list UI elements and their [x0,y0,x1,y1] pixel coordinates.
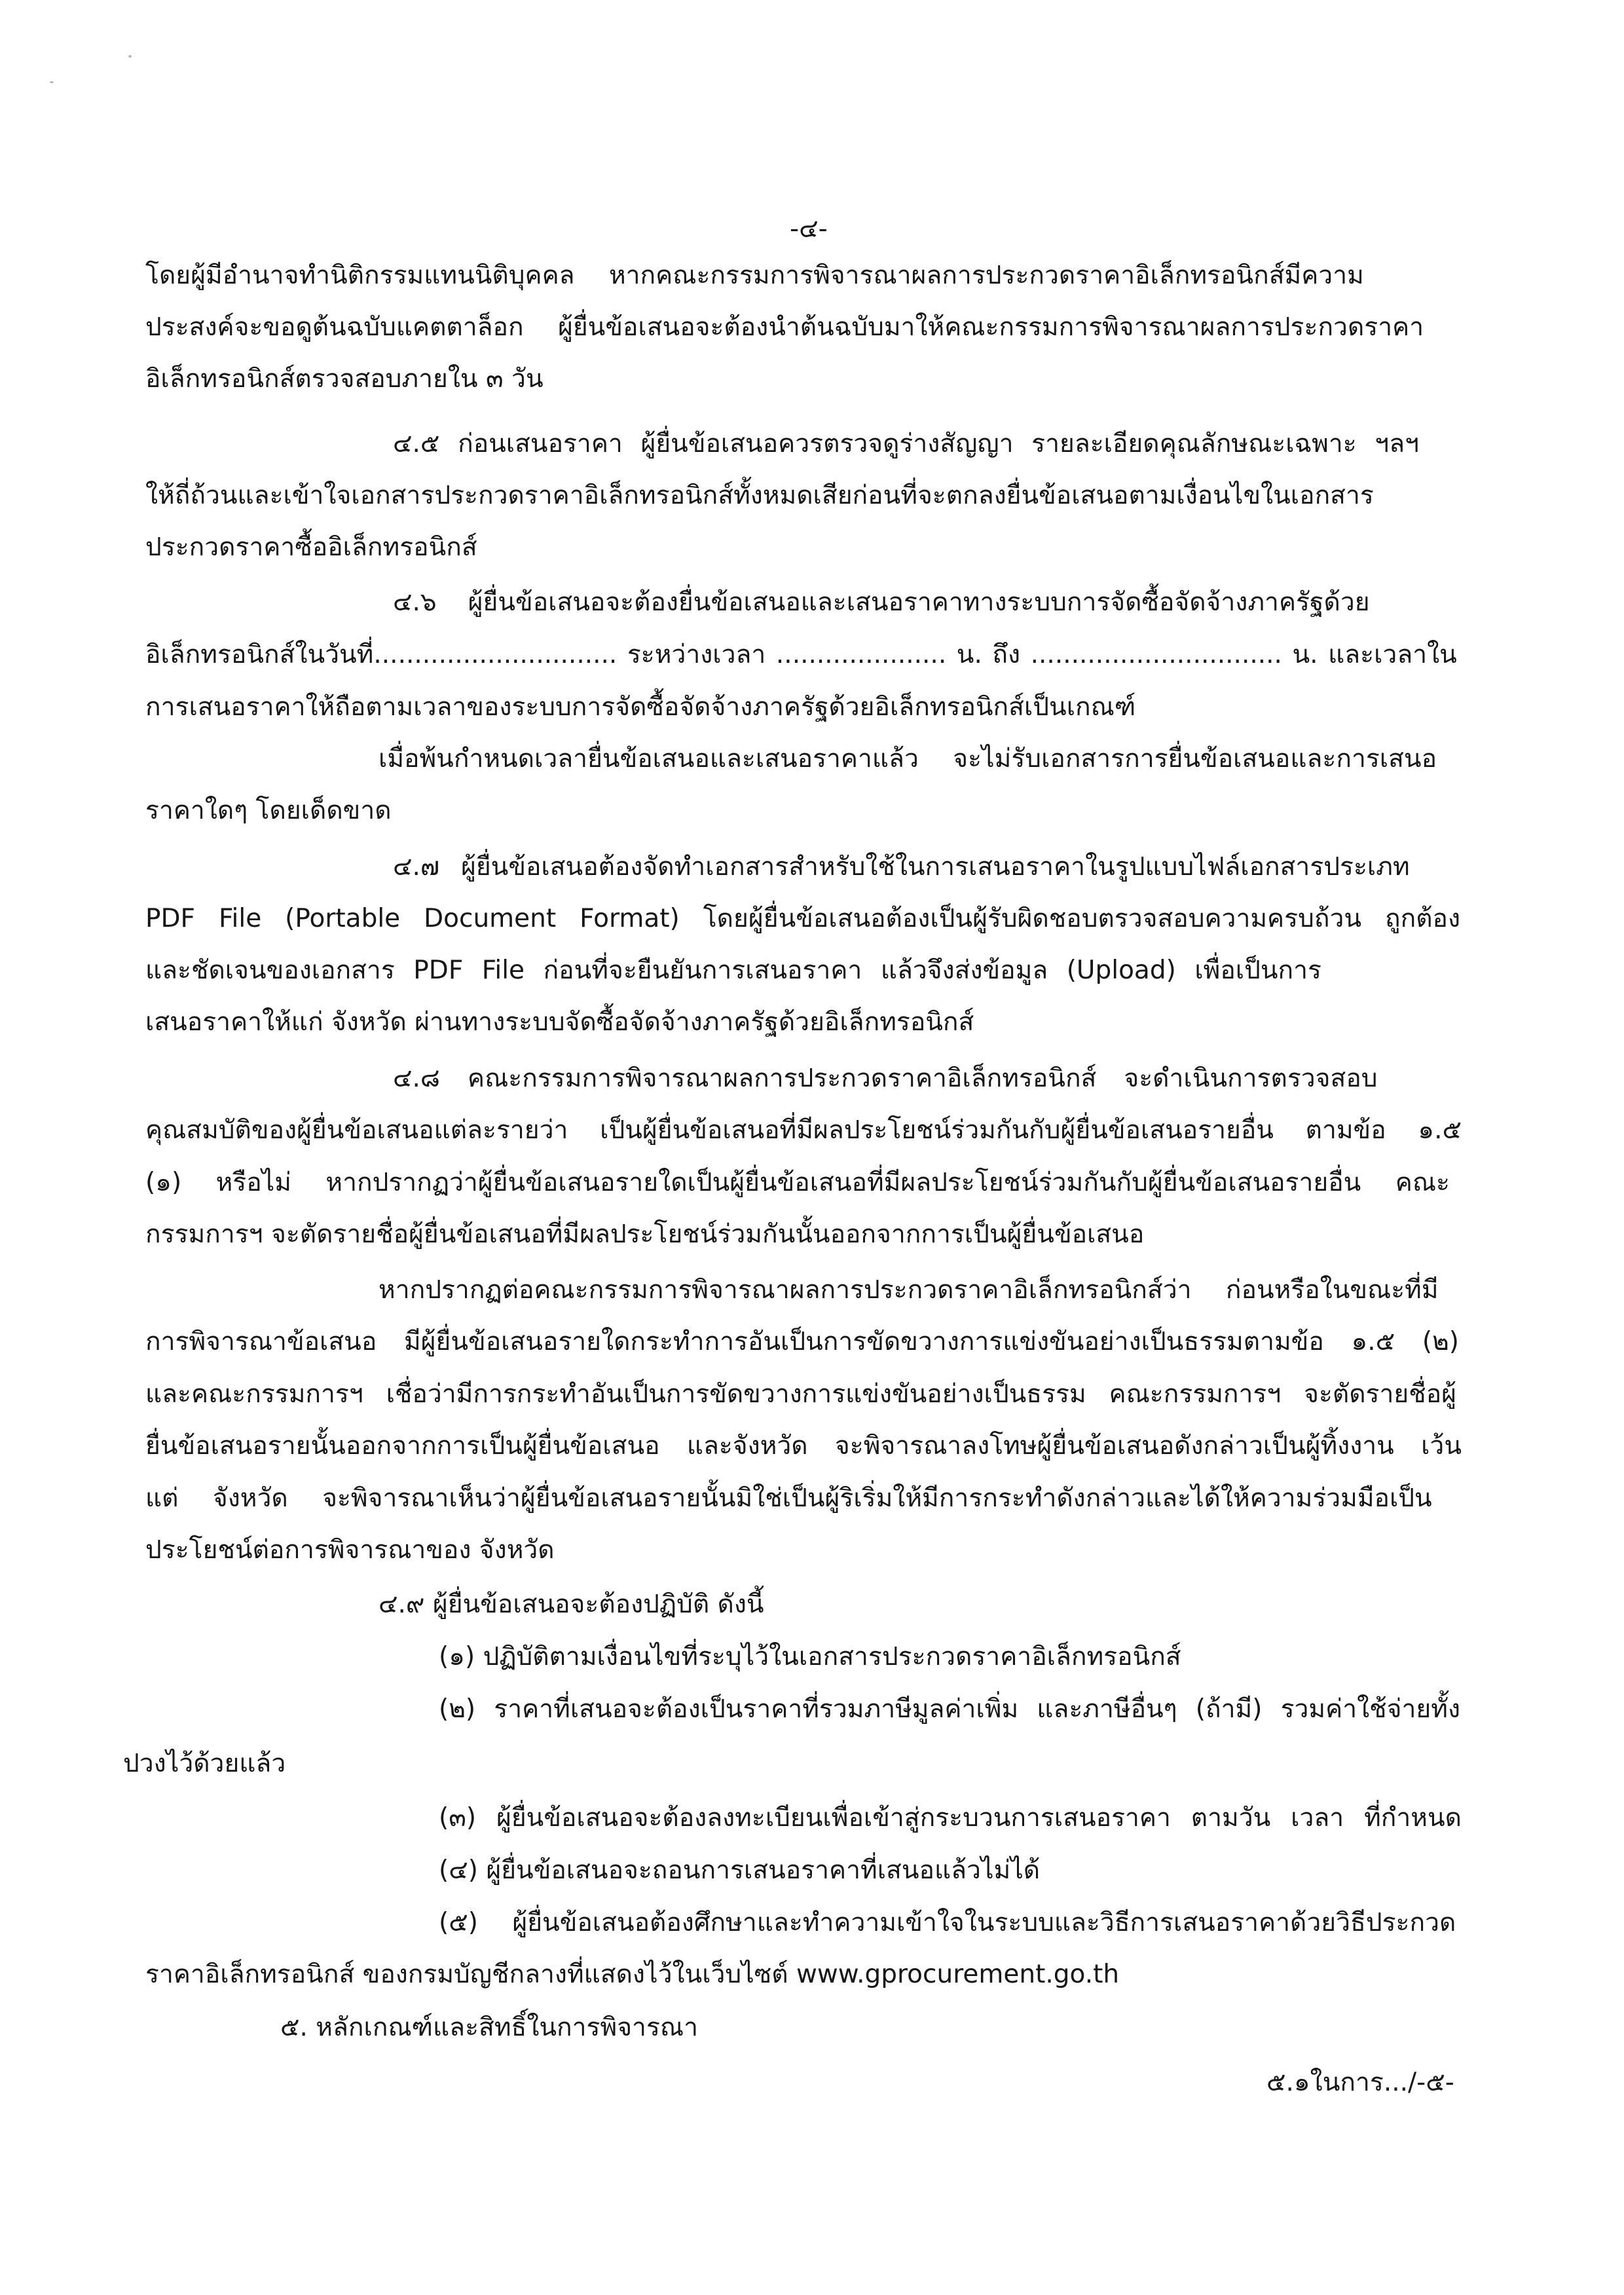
clause-4-8: ๔.๘ คณะกรรมการพิจารณาผลการประกวดราคาอิเล็กทรอนิกส์ จะดำเนินการตรวจสอบ [393,1064,1378,1093]
list-item: (๕) ผู้ยื่นข้อเสนอต้องศึกษาและทำความเข้าใจในระบบและวิธีการเสนอราคาด้วยวิธีประกวด [439,1908,1456,1937]
paragraph-line: และชัดเจนของเอกสาร PDF File ก่อนที่จะยืนยันการเสนอราคา แล้วจึงส่งข้อมูล (Upload) เพื่อเป็นการ [145,956,1321,985]
paragraph-line: แต่ จังหวัด จะพิจารณาเห็นว่าผู้ยื่นข้อเสนอรายนั้นมิใช่เป็นผู้ริเริ่มให้มีการกระทำดังกล่าวและได้ให้ความร่วมมือเป็น [145,1483,1432,1513]
paragraph-line: คุณสมบัติของผู้ยื่นข้อเสนอแต่ละรายว่า เป็นผู้ยื่นข้อเสนอที่มีผลประโยชน์ร่วมกันกับผู้ยื่นข้อเสนอรายอื่น ตามข้อ ๑.๕ [145,1115,1462,1145]
paragraph-line: ปวงไว้ด้วยแล้ว [123,1749,286,1778]
clause-4-7: ๔.๗ ผู้ยื่นข้อเสนอต้องจัดทำเอกสารสำหรับใช้ในการเสนอราคาในรูปแบบไฟล์เอกสารประเภท [393,852,1410,882]
section-5-heading: ๕. หลักเกณฑ์และสิทธิ์ในการพิจารณา [280,2013,698,2042]
clause-4-6: ๔.๖ ผู้ยื่นข้อเสนอจะต้องยื่นข้อเสนอและเสนอราคาทางระบบการจัดซื้อจัดจ้างภาครัฐด้วย [393,588,1370,617]
clause-4-9: ๔.๙ ผู้ยื่นข้อเสนอจะต้องปฏิบัติ ดังนี้ [378,1590,764,1619]
paragraph-line: ประสงค์จะขอดูต้นฉบับแคตตาล็อก ผู้ยื่นข้อเสนอจะต้องนำต้นฉบับมาให้คณะกรรมการพิจารณาผลการประกวดราคา [145,312,1424,342]
paragraph-line: ประโยชน์ต่อการพิจารณาของ จังหวัด [145,1535,555,1565]
paragraph-line: PDF File (Portable Document Format) โดยผู้ยื่นข้อเสนอต้องเป็นผู้รับผิดชอบตรวจสอบความครบถ้วน ถูกต้อง [145,904,1460,933]
list-item: (๑) ปฏิบัติตามเงื่อนไขที่ระบุไว้ในเอกสารประกวดราคาอิเล็กทรอนิกส์ [439,1642,1181,1671]
paragraph-line: เสนอราคาให้แก่ จังหวัด ผ่านทางระบบจัดซื้อจัดจ้างภาครัฐด้วยอิเล็กทรอนิกส์ [145,1007,974,1037]
list-item: (๒) ราคาที่เสนอจะต้องเป็นราคาที่รวมภาษีมูลค่าเพิ่ม และภาษีอื่นๆ (ถ้ามี) รวมค่าใช้จ่ายทั้ง [439,1694,1460,1724]
paragraph-line: กรรมการฯ จะตัดรายชื่อผู้ยื่นข้อเสนอที่มีผลประโยชน์ร่วมกันนั้นออกจากการเป็นผู้ยื่นข้อเสนอ [145,1220,1145,1249]
page-number: -๔- [790,214,828,244]
paragraph-line: การพิจารณาข้อเสนอ มีผู้ยื่นข้อเสนอรายใดกระทำการอันเป็นการขัดขวางการแข่งขันอย่างเป็นธรรมตามข้อ ๑.๕ (๒) [145,1327,1459,1356]
paragraph-line: เมื่อพ้นกำหนดเวลายื่นข้อเสนอและเสนอราคาแล้ว จะไม่รับเอกสารการยื่นข้อเสนอและการเสนอ [378,744,1437,774]
scan-speck [50,81,54,83]
paragraph-line: ราคาอิเล็กทรอนิกส์ ของกรมบัญชีกลางที่แสดงไว้ในเว็บไซต์ www.gprocurement.go.th [145,1960,1120,1989]
clause-4-5: ๔.๕ ก่อนเสนอราคา ผู้ยื่นข้อเสนอควรตรวจดูร่างสัญญา รายละเอียดคุณลักษณะเฉพาะ ฯลฯ [393,429,1420,458]
paragraph-line: ยื่นข้อเสนอรายนั้นออกจากการเป็นผู้ยื่นข้อเสนอ และจังหวัด จะพิจารณาลงโทษผู้ยื่นข้อเสนอดังกล่าวเป็นผู้ทิ้งงาน เว้น [145,1431,1462,1461]
paragraph-line: การเสนอราคาให้ถือตามเวลาของระบบการจัดซื้อจัดจ้างภาครัฐด้วยอิเล็กทรอนิกส์เป็นเกณฑ์ [145,692,1136,722]
continuation-note: ๕.๑ในการ.../-๕- [1266,2068,1454,2097]
paragraph-line: หากปรากฏต่อคณะกรรมการพิจารณาผลการประกวดราคาอิเล็กทรอนิกส์ว่า ก่อนหรือในขณะที่มี [378,1275,1439,1305]
paragraph-line: (๑) หรือไม่ หากปรากฏว่าผู้ยื่นข้อเสนอรายใดเป็นผู้ยื่นข้อเสนอที่มีผลประโยชน์ร่วมกันกับผู้ยื่นข้อเสนอรายอื่น คณะ [145,1168,1450,1197]
paragraph-line: ให้ถี่ถ้วนและเข้าใจเอกสารประกวดราคาอิเล็กทรอนิกส์ทั้งหมดเสียก่อนที่จะตกลงยื่นข้อเสนอตามเงื่อนไขในเอกสาร [145,481,1374,510]
list-item: (๔) ผู้ยื่นข้อเสนอจะถอนการเสนอราคาที่เสนอแล้วไม่ได้ [439,1856,1041,1885]
paragraph-line: ราคาใดๆ โดยเด็ดขาด [145,796,392,825]
paragraph-line: โดยผู้มีอำนาจทำนิติกรรมแทนนิติบุคคล หากคณะกรรมการพิจารณาผลการประกวดราคาอิเล็กทรอนิกส์มีความ [145,261,1364,290]
paragraph-line: และคณะกรรมการฯ เชื่อว่ามีการกระทำอันเป็นการขัดขวางการแข่งขันอย่างเป็นธรรม คณะกรรมการฯ จะตัดรายชื่อผู้ [145,1379,1456,1409]
list-item: (๓) ผู้ยื่นข้อเสนอจะต้องลงทะเบียนเพื่อเข้าสู่กระบวนการเสนอราคา ตามวัน เวลา ที่กำหนด [439,1803,1462,1833]
paragraph-line: อิเล็กทรอนิกส์ในวันที่.............................. ระหว่างเวลา ..................... น. ถึง ............................... น. และเวลาใน [145,640,1457,669]
paragraph-line: อิเล็กทรอนิกส์ตรวจสอบภายใน ๓ วัน [145,364,544,394]
paragraph-line: ประกวดราคาซื้ออิเล็กทรอนิกส์ [145,532,477,562]
scan-speck [128,55,132,58]
